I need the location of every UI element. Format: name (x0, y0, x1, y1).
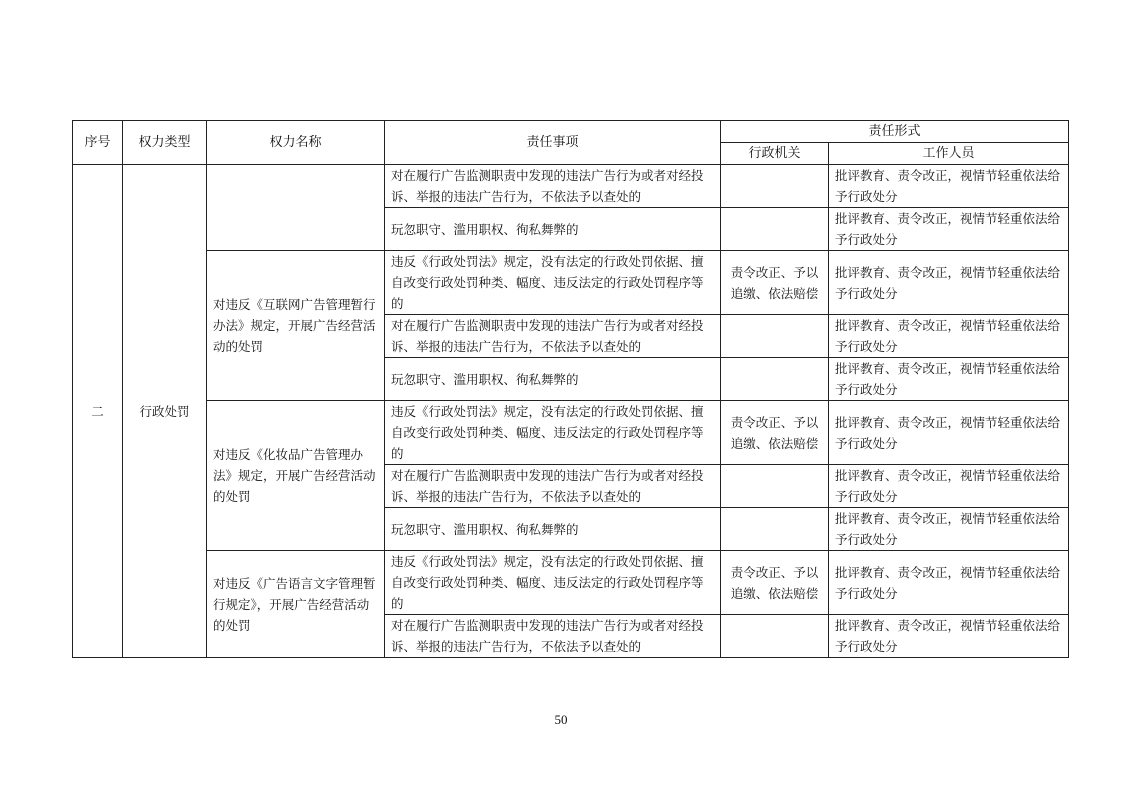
agency-responsibility-cell (721, 165, 829, 208)
staff-responsibility-cell: 批评教育、责令改正，视情节轻重依法给予行政处分 (829, 208, 1069, 251)
header-power-name: 权力名称 (207, 121, 385, 165)
staff-responsibility-cell: 批评教育、责令改正，视情节轻重依法给予行政处分 (829, 508, 1069, 551)
header-staff: 工作人员 (829, 143, 1069, 165)
table-row (73, 165, 1069, 208)
staff-responsibility-cell: 批评教育、责令改正，视情节轻重依法给予行政处分 (829, 615, 1069, 658)
responsibility-matter-cell: 玩忽职守、滥用职权、徇私舞弊的 (385, 208, 721, 251)
agency-responsibility-cell (721, 315, 829, 358)
staff-responsibility-cell: 批评教育、责令改正，视情节轻重依法给予行政处分 (829, 165, 1069, 208)
responsibility-matter-cell: 对在履行广告监测职责中发现的违法广告行为或者对经投诉、举报的违法广告行为，不依法予以查处的 (385, 165, 721, 208)
responsibility-matter-cell: 对在履行广告监测职责中发现的违法广告行为或者对经投诉、举报的违法广告行为，不依法予以查处的 (385, 615, 721, 658)
responsibility-matter-cell: 对在履行广告监测职责中发现的违法广告行为或者对经投诉、举报的违法广告行为，不依法予以查处的 (385, 465, 721, 508)
table-row (73, 251, 1069, 315)
header-serial: 序号 (73, 121, 123, 165)
power-name-cell: 对违反《互联网广告管理暂行办法》规定，开展广告经营活动的处罚 (207, 251, 385, 401)
responsibility-matter-cell: 对在履行广告监测职责中发现的违法广告行为或者对经投诉、举报的违法广告行为，不依法予以查处的 (385, 315, 721, 358)
power-name-cell: 对违反《广告语言文字管理暂行规定》，开展广告经营活动的处罚 (207, 551, 385, 658)
staff-responsibility-cell: 批评教育、责令改正，视情节轻重依法给予行政处分 (829, 358, 1069, 401)
agency-responsibility-cell (721, 465, 829, 508)
header-power-type: 权力类型 (123, 121, 207, 165)
responsibility-table (72, 120, 1069, 658)
agency-responsibility-cell (721, 615, 829, 658)
power-name-cell (207, 165, 385, 251)
responsibility-matter-cell: 违反《行政处罚法》规定，没有法定的行政处罚依据、擅自改变行政处罚种类、幅度、违反法定的行政处罚程序等的 (385, 551, 721, 615)
agency-responsibility-cell: 责令改正、予以追缴、依法赔偿 (721, 251, 829, 315)
staff-responsibility-cell: 批评教育、责令改正，视情节轻重依法给予行政处分 (829, 551, 1069, 615)
page-number: 50 (554, 712, 568, 727)
power-name-cell: 对违反《化妆品广告管理办法》规定，开展广告经营活动的处罚 (207, 401, 385, 551)
responsibility-matter-cell: 玩忽职守、滥用职权、徇私舞弊的 (385, 508, 721, 551)
table-row (73, 551, 1069, 615)
staff-responsibility-cell: 批评教育、责令改正，视情节轻重依法给予行政处分 (829, 401, 1069, 465)
table-row (73, 401, 1069, 465)
header-agency: 行政机关 (721, 143, 829, 165)
responsibility-matter-cell: 违反《行政处罚法》规定，没有法定的行政处罚依据、擅自改变行政处罚种类、幅度、违反法定的行政处罚程序等的 (385, 401, 721, 465)
power-type-cell: 行政处罚 (123, 165, 207, 658)
staff-responsibility-cell: 批评教育、责令改正，视情节轻重依法给予行政处分 (829, 465, 1069, 508)
agency-responsibility-cell (721, 358, 829, 401)
agency-responsibility-cell (721, 208, 829, 251)
header-responsibility-matter: 责任事项 (385, 121, 721, 165)
agency-responsibility-cell (721, 508, 829, 551)
responsibility-matter-cell: 违反《行政处罚法》规定，没有法定的行政处罚依据、擅自改变行政处罚种类、幅度、违反法定的行政处罚程序等的 (385, 251, 721, 315)
staff-responsibility-cell: 批评教育、责令改正，视情节轻重依法给予行政处分 (829, 251, 1069, 315)
staff-responsibility-cell: 批评教育、责令改正，视情节轻重依法给予行政处分 (829, 315, 1069, 358)
table-body (73, 165, 1069, 658)
agency-responsibility-cell: 责令改正、予以追缴、依法赔偿 (721, 401, 829, 465)
agency-responsibility-cell: 责令改正、予以追缴、依法赔偿 (721, 551, 829, 615)
serial-cell: 二 (73, 165, 123, 658)
header-responsibility-form: 责任形式 (721, 121, 1069, 143)
responsibility-matter-cell: 玩忽职守、滥用职权、徇私舞弊的 (385, 358, 721, 401)
